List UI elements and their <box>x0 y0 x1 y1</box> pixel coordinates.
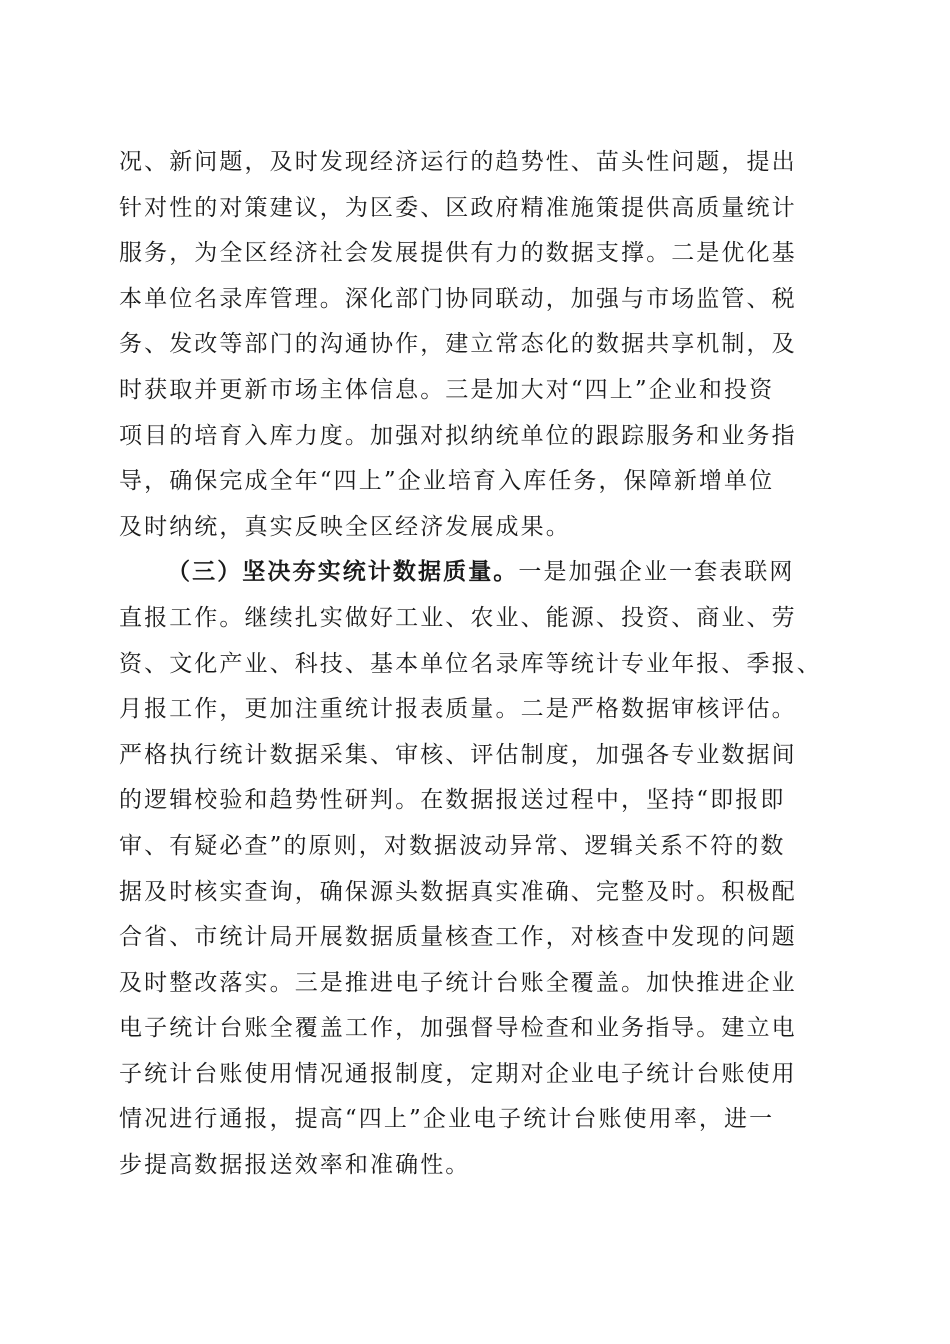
text-line: 服务，为全区经济社会发展提供有力的数据支撑。二是优化基 <box>119 240 797 267</box>
document-body <box>119 140 839 1189</box>
text-line: 况、新问题，及时发现经济运行的趋势性、苗头性问题，提出 <box>119 149 797 175</box>
text-line: 情况进行通报，提高“四上”企业电子统计台账使用率，进一 <box>119 1106 775 1133</box>
text-line: 的逻辑校验和趋势性研判。在数据报送过程中，坚持“即报即 <box>119 787 786 814</box>
text-line: 直报工作。继续扎实做好工业、农业、能源、投资、商业、劳 <box>119 604 797 631</box>
text-line: 子统计台账使用情况通报制度，定期对企业电子统计台账使用 <box>119 1060 797 1087</box>
section-3-first-line <box>119 550 839 596</box>
text-line: 审、有疑必查”的原则，对数据波动异常、逻辑关系不符的数 <box>119 832 786 859</box>
text-line: 本单位名录库管理。深化部门协同联动，加强与市场监管、税 <box>119 285 797 312</box>
text-line: 及时纳统，真实反映全区经济发展成果。 <box>119 513 571 540</box>
text-line: 合省、市统计局开展数据质量核查工作，对核查中发现的问题 <box>119 924 797 951</box>
section-3-first-line-text: 一是加强企业一套表联网 <box>518 559 795 586</box>
text-line: 电子统计台账全覆盖工作，加强督导检查和业务指导。建立电 <box>119 1015 797 1042</box>
text-line: 务、发改等部门的沟通协作，建立常态化的数据共享机制，及 <box>119 331 797 358</box>
section-3-heading: （三）坚决夯实统计数据质量。 <box>167 559 519 586</box>
text-line: 据及时核实查询，确保源头数据真实准确、完整及时。积极配 <box>119 878 797 905</box>
text-line: 步提高数据报送效率和准确性。 <box>119 1152 471 1179</box>
text-line: 项目的培育入库力度。加强对拟纳统单位的跟踪服务和业务指 <box>119 422 797 449</box>
text-line: 导，确保完成全年“四上”企业培育入库任务，保障新增单位 <box>119 468 775 495</box>
text-line: 严格执行统计数据采集、审核、评估制度，加强各专业数据间 <box>119 741 797 768</box>
text-line: 针对性的对策建议，为区委、区政府精准施策提供高质量统计 <box>119 194 797 221</box>
text-line: 及时整改落实。三是推进电子统计台账全覆盖。加快推进企业 <box>119 969 797 996</box>
text-line: 时获取并更新市场主体信息。三是加大对“四上”企业和投资 <box>119 376 775 403</box>
text-line: 月报工作，更加注重统计报表质量。二是严格数据审核评估。 <box>119 696 797 723</box>
text-line: 资、文化产业、科技、基本单位名录库等统计专业年报、季报、 <box>119 650 822 677</box>
